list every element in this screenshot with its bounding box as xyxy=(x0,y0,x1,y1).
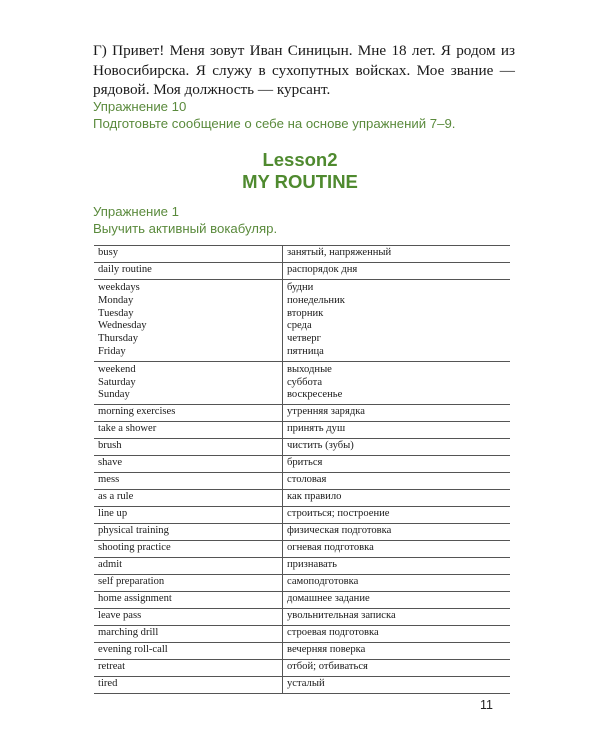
vocab-english-term: brush xyxy=(94,439,283,456)
vocab-row xyxy=(94,558,510,575)
exercise-1-task: Выучить активный вокабуляр. xyxy=(93,221,278,236)
exercise-1-heading: Упражнение 1 xyxy=(93,204,180,219)
vocab-russian-translation: увольнительная записка xyxy=(283,609,511,626)
vocab-russian-translation: домашнее задание xyxy=(283,592,511,609)
lesson-title: MY ROUTINE xyxy=(242,171,358,192)
vocab-russian-translation: самоподготовка xyxy=(283,575,511,592)
vocab-english-term: tired xyxy=(94,677,283,694)
vocab-russian-translation: принять душ xyxy=(283,422,511,439)
lesson-number: Lesson2 xyxy=(262,149,338,170)
vocab-row xyxy=(94,473,510,490)
vocab-english-term: morning exercises xyxy=(94,405,283,422)
vocab-russian-translation: отбой; отбиваться xyxy=(283,660,511,677)
vocab-row xyxy=(94,405,510,422)
vocab-english-term: line up xyxy=(94,507,283,524)
vocab-russian-translation: усталый xyxy=(283,677,511,694)
vocab-english-term: shooting practice xyxy=(94,541,283,558)
vocab-english-term: evening roll-call xyxy=(94,643,283,660)
vocab-english-term: marching drill xyxy=(94,626,283,643)
exercise-10-task: Подготовьте сообщение о себе на основе упражнений 7–9. xyxy=(93,116,456,131)
vocab-english-term: physical training xyxy=(94,524,283,541)
vocab-row xyxy=(94,280,510,362)
vocab-row xyxy=(94,361,510,404)
vocab-russian-translation: бриться xyxy=(283,456,511,473)
vocab-row xyxy=(94,643,510,660)
vocab-english-term: daily routine xyxy=(94,263,283,280)
vocab-english-term: busy xyxy=(94,246,283,263)
vocab-russian-translation: занятый, напряженный xyxy=(283,246,511,263)
vocab-english-term: take a shower xyxy=(94,422,283,439)
vocabulary-table xyxy=(94,245,510,694)
vocab-russian-translation: чистить (зубы) xyxy=(283,439,511,456)
vocab-row xyxy=(94,575,510,592)
vocab-russian-translation: выходные суббота воскресенье xyxy=(283,361,511,404)
vocab-english-term: mess xyxy=(94,473,283,490)
vocab-russian-translation: строиться; построение xyxy=(283,507,511,524)
vocab-row xyxy=(94,246,510,263)
vocab-row xyxy=(94,263,510,280)
vocab-english-term: as a rule xyxy=(94,490,283,507)
vocab-russian-translation: как правило xyxy=(283,490,511,507)
vocab-row xyxy=(94,660,510,677)
vocab-english-term: admit xyxy=(94,558,283,575)
vocab-english-term: home assignment xyxy=(94,592,283,609)
exercise-10-heading: Упражнение 10 xyxy=(93,99,187,114)
vocab-english-term: leave pass xyxy=(94,609,283,626)
vocab-english-term: shave xyxy=(94,456,283,473)
vocab-row xyxy=(94,541,510,558)
vocab-russian-translation: признавать xyxy=(283,558,511,575)
vocab-row xyxy=(94,626,510,643)
intro-paragraph: Г) Привет! Меня зовут Иван Синицын. Мне 18 лет. Я родом из Новосибирска. Я служу в сухопутных войсках. Мое звание — рядовой. Моя должность — курсант. xyxy=(93,42,515,98)
vocab-russian-translation: утренняя зарядка xyxy=(283,405,511,422)
vocab-english-term: weekend Saturday Sunday xyxy=(94,361,283,404)
vocab-russian-translation: огневая подготовка xyxy=(283,541,511,558)
vocab-russian-translation: распорядок дня xyxy=(283,263,511,280)
vocab-russian-translation: вечерняя поверка xyxy=(283,643,511,660)
vocab-row xyxy=(94,422,510,439)
vocab-russian-translation: физическая подготовка xyxy=(283,524,511,541)
vocab-row xyxy=(94,524,510,541)
vocab-row xyxy=(94,609,510,626)
vocab-row xyxy=(94,507,510,524)
vocab-english-term: self preparation xyxy=(94,575,283,592)
vocab-russian-translation: будни понедельник вторник среда четверг пятница xyxy=(283,280,511,362)
vocab-russian-translation: строевая подготовка xyxy=(283,626,511,643)
vocab-russian-translation: столовая xyxy=(283,473,511,490)
vocab-row xyxy=(94,456,510,473)
vocab-row xyxy=(94,439,510,456)
vocab-row xyxy=(94,592,510,609)
page-number: 11 xyxy=(480,698,493,712)
vocab-row xyxy=(94,677,510,694)
vocab-row xyxy=(94,490,510,507)
vocab-english-term: retreat xyxy=(94,660,283,677)
vocab-english-term: weekdays Monday Tuesday Wednesday Thursday Friday xyxy=(94,280,283,362)
